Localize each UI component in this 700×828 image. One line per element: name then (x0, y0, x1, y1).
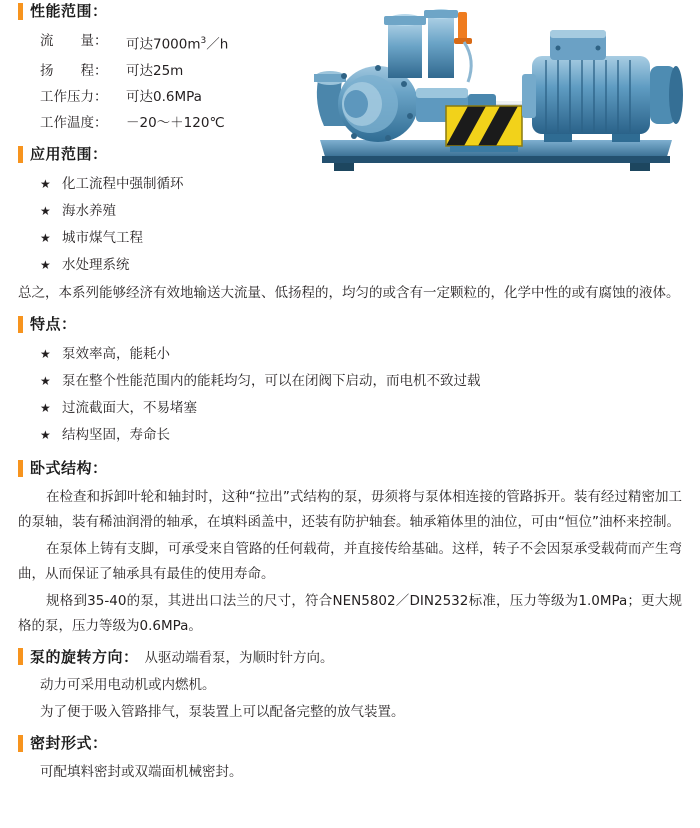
structure-paragraph-1: 在检查和拆卸叶轮和轴封时，这种“拉出”式结构的泵，毋须将与泵体相连接的管路拆开。装有经过精密加工的泵轴，装有稀油润滑的轴承，在填料函盖中，还装有防护轴套。轴承箱体里的油位，可由“恒位”油杯来控制。 (18, 488, 682, 530)
feature-item-text: 泵效率高，能耗小 (62, 345, 170, 362)
features-heading (18, 314, 700, 336)
spec-value-pressure: 可达0.6MPa (126, 88, 202, 105)
list-item (40, 341, 700, 368)
application-item-list (40, 171, 700, 279)
structure-heading (18, 458, 700, 480)
feature-item-text: 泵在整个性能范围内的能耗均匀，可以在闭阀下启动，而电机不致过载 (62, 372, 481, 389)
structure-heading-text: 卧式结构： (30, 459, 108, 477)
star-bullet-icon: ★ (40, 346, 51, 361)
spec-value-flow (126, 28, 228, 58)
accent-bar-icon (18, 146, 23, 163)
accent-bar-icon (18, 648, 23, 665)
accent-bar-icon (18, 735, 23, 752)
star-bullet-icon: ★ (40, 400, 51, 415)
seal-heading-text: 密封形式： (30, 734, 108, 752)
list-item (40, 422, 700, 449)
centrifugal-pump-photo (300, 8, 692, 180)
application-item-text: 水处理系统 (62, 256, 130, 273)
list-item (40, 252, 700, 279)
application-summary-paragraph: 总之，本系列能够经济有效地输送大流量、低扬程的，均匀的或含有一定颗粒的，化学中性的或有腐蚀的液体。 (18, 284, 680, 301)
structure-paragraph-2: 在泵体上铸有支脚，可承受来自管路的任何载荷，并直接传给基础。这样，转子不会因泵承受载荷而产生弯曲，从而保证了轴承具有最佳的使用寿命。 (18, 540, 682, 582)
rotation-paragraph-1: 动力可采用电动机或内燃机。 (40, 676, 216, 693)
accent-bar-icon (18, 316, 23, 333)
structure-paragraph-3: 规格到35-40的泵，其进出口法兰的尺寸，符合NEN5802／DIN2532标准，压力等级为1.0MPa；更大规格的泵，压力等级为0.6MPa。 (18, 592, 682, 634)
spec-value-flow-prefix: 可达7000m (126, 36, 201, 53)
list-item (40, 225, 700, 252)
application-heading-text: 应用范围： (30, 145, 108, 163)
seal-heading (18, 733, 700, 755)
list-item (40, 198, 700, 225)
features-heading-text: 特点： (30, 315, 77, 333)
list-item (40, 368, 700, 395)
star-bullet-icon: ★ (40, 176, 51, 191)
star-bullet-icon: ★ (40, 373, 51, 388)
star-bullet-icon: ★ (40, 427, 51, 442)
application-item-text: 城市煤气工程 (62, 229, 143, 246)
seal-paragraph-1: 可配填料密封或双端面机械密封。 (40, 763, 243, 780)
list-item (40, 395, 700, 422)
spec-label-temperature: 工作温度： (40, 114, 108, 131)
spec-value-head: 可达25m (126, 62, 184, 79)
spec-label-head: 扬 程： (40, 62, 108, 79)
performance-heading-text: 性能范围： (30, 1, 108, 20)
spec-value-flow-suffix: ／h (206, 36, 229, 53)
star-bullet-icon: ★ (40, 203, 51, 218)
rotation-heading-text: 泵的旋转方向： (30, 647, 139, 666)
rotation-heading (18, 645, 700, 670)
star-bullet-icon: ★ (40, 230, 51, 245)
rotation-inline-text: 从驱动端看泵，为顺时针方向。 (144, 649, 334, 666)
features-item-list (40, 341, 700, 449)
accent-bar-icon (18, 3, 23, 20)
star-bullet-icon: ★ (40, 257, 51, 272)
application-item-text: 海水养殖 (62, 202, 116, 219)
application-item-text: 化工流程中强制循环 (62, 175, 184, 192)
spec-value-temperature: －20～＋120℃ (126, 114, 225, 131)
feature-item-text: 结构坚固，寿命长 (62, 426, 170, 443)
spec-value-flow-exponent: 3 (200, 36, 207, 46)
spec-label-flow: 流 量： (40, 33, 108, 49)
spec-label-pressure: 工作压力： (40, 88, 108, 105)
rotation-paragraph-2: 为了便于吸入管路排气，泵装置上可以配备完整的放气装置。 (40, 703, 405, 720)
feature-item-text: 过流截面大，不易堵塞 (62, 399, 197, 416)
accent-bar-icon (18, 460, 23, 477)
